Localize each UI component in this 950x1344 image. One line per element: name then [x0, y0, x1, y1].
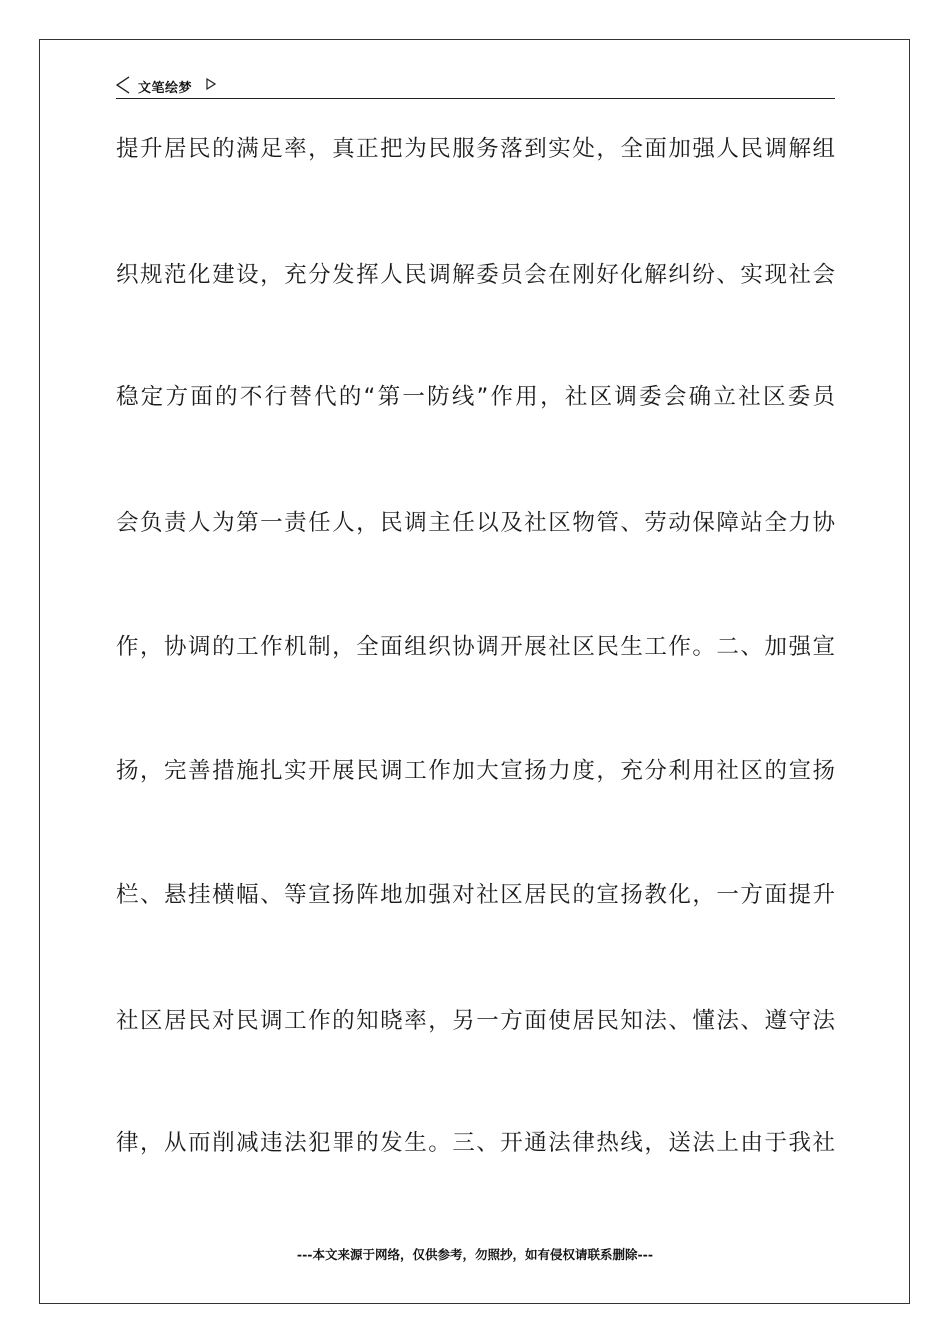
body-line: 会负责人为第一责任人，民调主任以及社区物管、劳动保障站全力协: [116, 510, 835, 536]
page-header: [116, 72, 835, 99]
right-triangle-icon: [206, 78, 216, 90]
body-line: 律，从而削减违法犯罪的发生。三、开通法律热线，送法上由于我社: [116, 1130, 835, 1156]
header-title: 文笔绘梦: [138, 81, 193, 96]
page-border: [39, 39, 910, 1304]
body-line: 提升居民的满足率，真正把为民服务落到实处，全面加强人民调解组: [116, 136, 835, 162]
footer-disclaimer: ---本文来源于网络，仅供参考，勿照抄，如有侵权请联系删除---: [296, 1247, 654, 1262]
left-triangle-icon: [116, 76, 130, 94]
body-line: 织规范化建设，充分发挥人民调解委员会在刚好化解纠纷、实现社会: [116, 262, 835, 288]
body-line: 作，协调的工作机制，全面组织协调开展社区民生工作。二、加强宣: [116, 634, 835, 660]
body-line: 栏、悬挂横幅、等宣扬阵地加强对社区居民的宣扬教化，一方面提升: [116, 882, 835, 908]
body-line: 社区居民对民调工作的知晓率，另一方面使居民知法、懂法、遵守法: [116, 1008, 835, 1034]
body-line: 扬，完善措施扎实开展民调工作加大宣扬力度，充分利用社区的宣扬: [116, 758, 835, 784]
body-line: 稳定方面的不行替代的“第一防线”作用，社区调委会确立社区委员: [116, 384, 835, 410]
